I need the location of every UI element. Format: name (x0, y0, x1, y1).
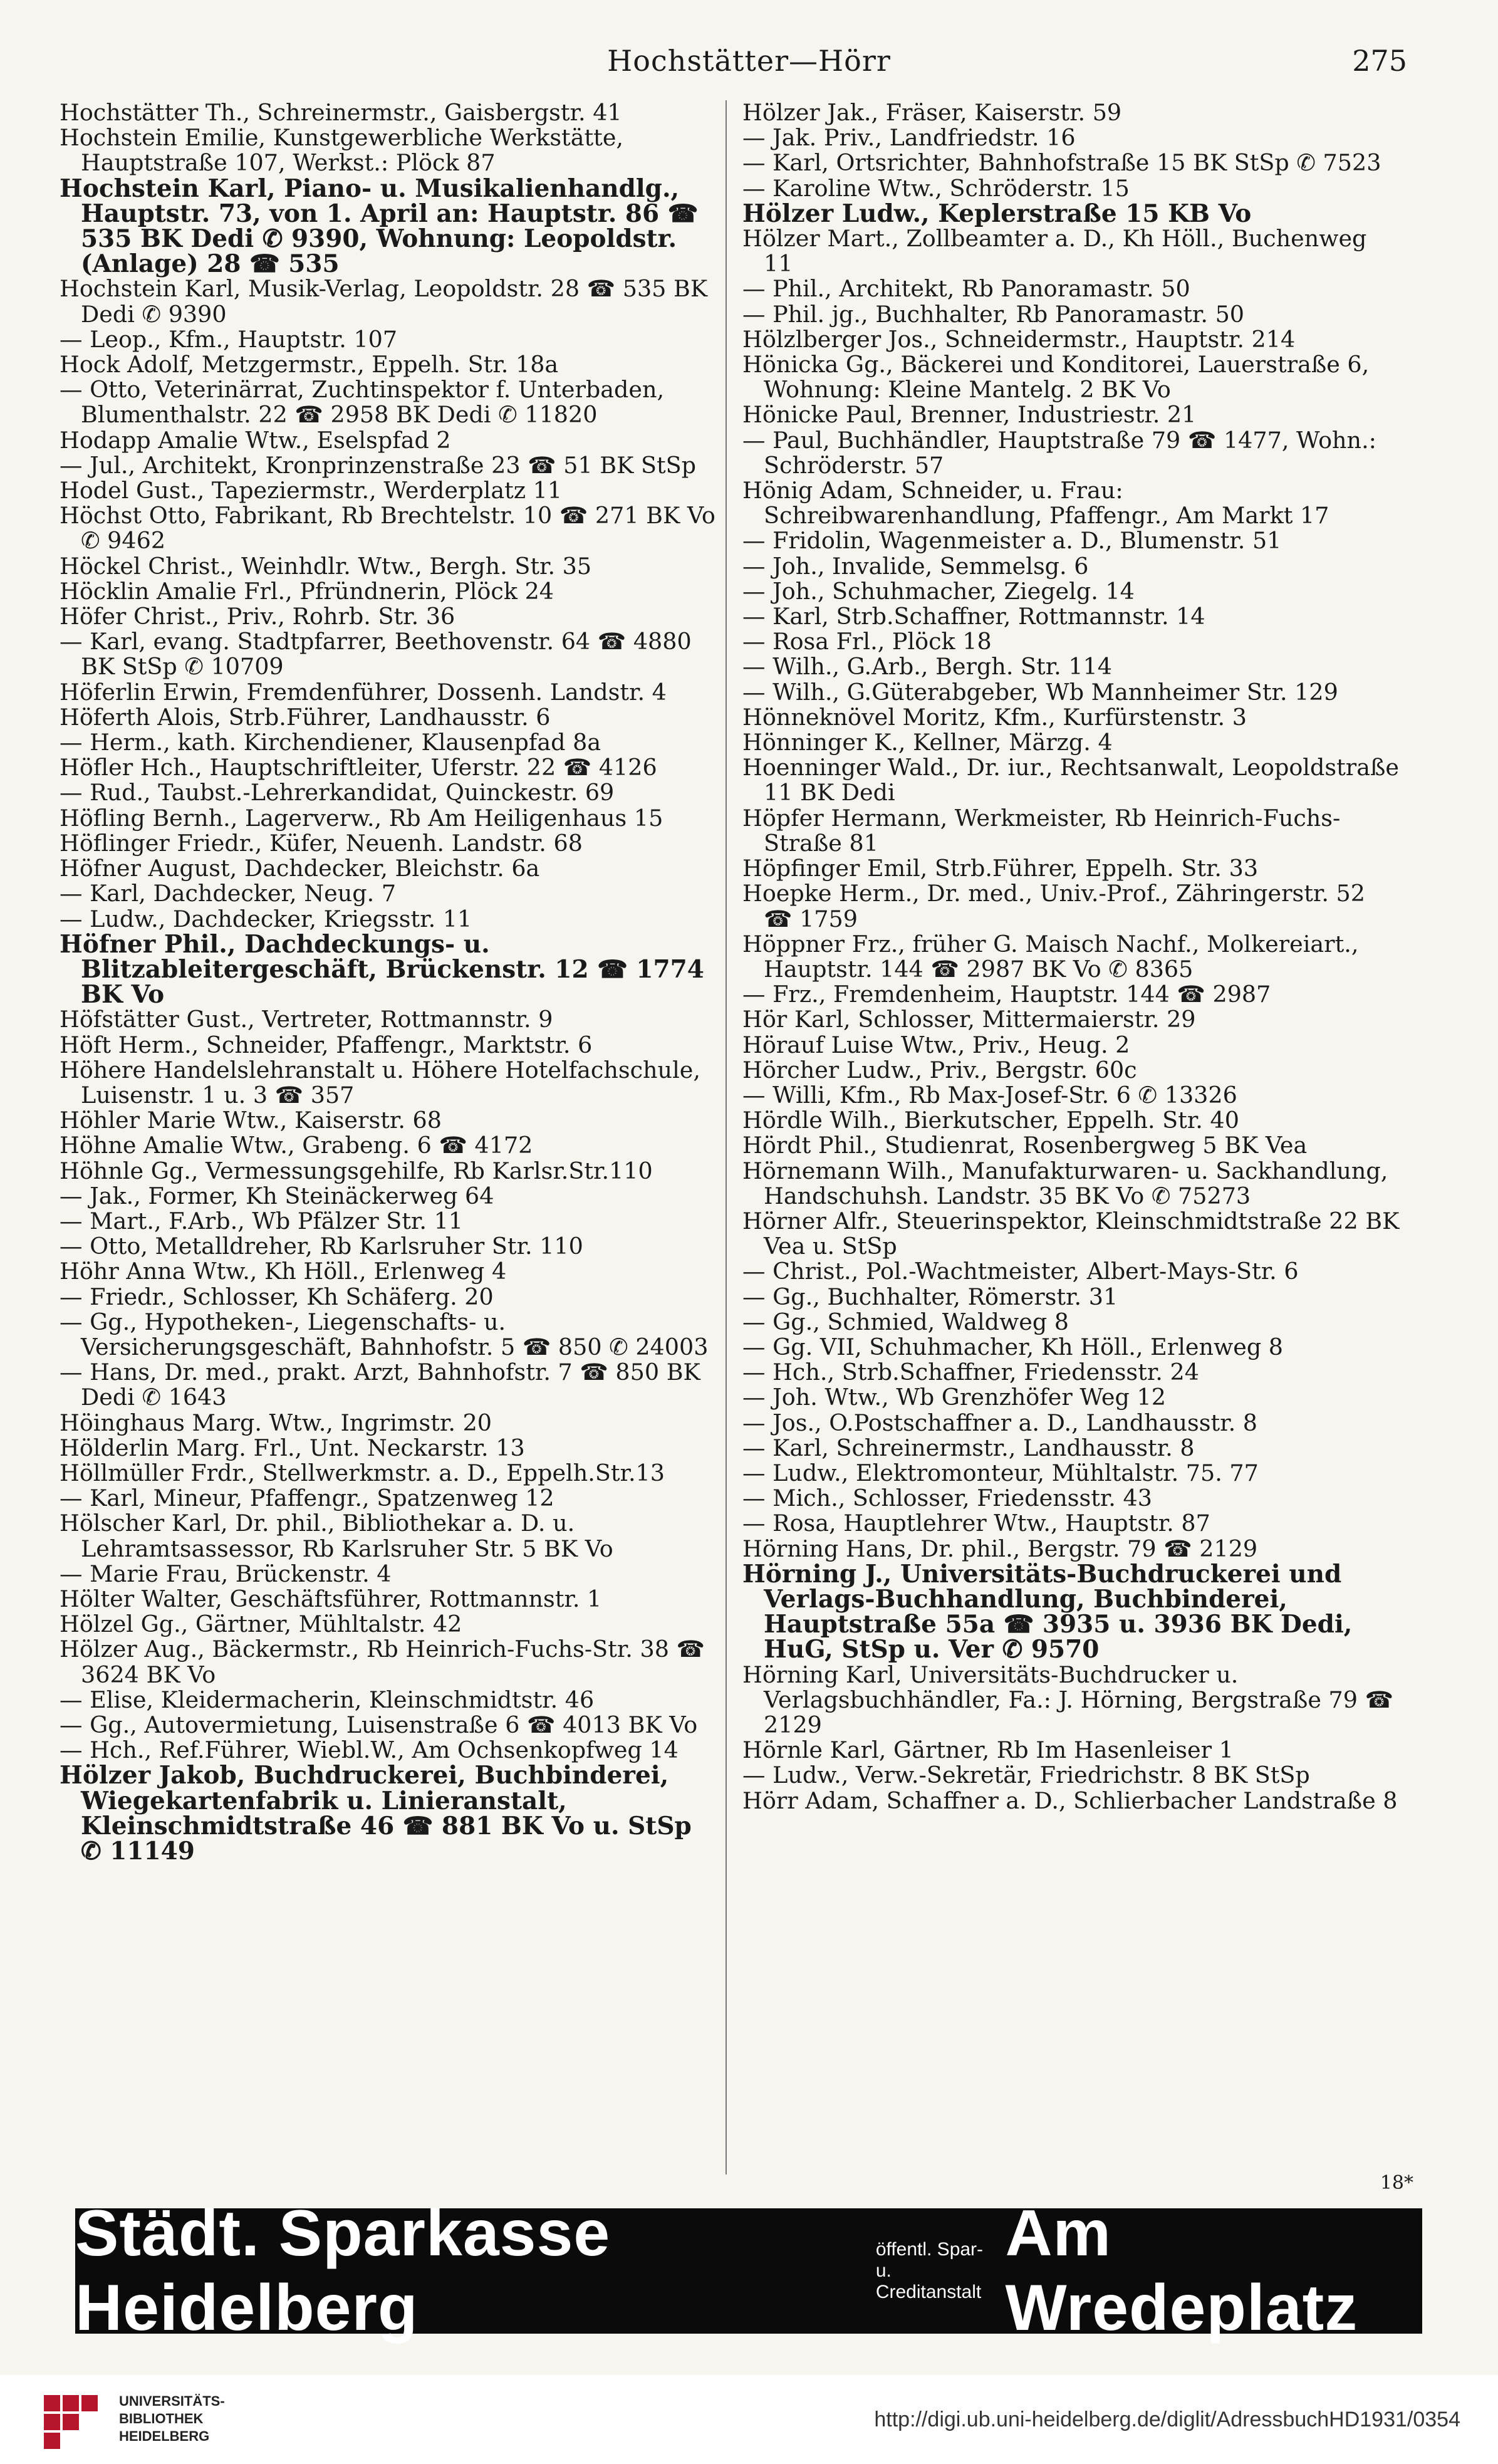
directory-entry: — Otto, Metalldreher, Rb Karlsruher Str. 110 (60, 1233, 583, 1260)
ad-right-text: Am Wredeplatz (1005, 2197, 1358, 2344)
directory-entry: — Paul, Buchhändler, Hauptstraße 79 ☎ 1477, Wohn.: Schröderstr. 57 (742, 426, 1376, 479)
left-column (60, 100, 717, 1864)
ad-middle-line1: öffentl. Spar- u. (875, 2239, 984, 2281)
directory-entry: Hölzel Gg., Gärtner, Mühltalstr. 42 (60, 1610, 462, 1638)
directory-entry: Höferth Alois, Strb.Führer, Landhausstr. 6 (60, 703, 551, 731)
signature-mark: 18* (1380, 2172, 1413, 2194)
directory-entry: — Hch., Strb.Schaffner, Friedensstr. 24 (742, 1359, 1199, 1386)
directory-entry: Höchst Otto, Fabrikant, Rb Brechtelstr. 10 ☎ 271 BK Vo ✆ 9462 (60, 502, 715, 555)
directory-entry: — Ludw., Verw.-Sekretär, Friedrichstr. 8 BK StSp (742, 1762, 1310, 1789)
column-divider (726, 100, 727, 2174)
footer (0, 2375, 1498, 2464)
directory-entry: — Fridolin, Wagenmeister a. D., Blumenstr. 51 (742, 527, 1282, 555)
directory-entry: Höfner August, Dachdecker, Bleichstr. 6a (60, 855, 540, 882)
directory-entry: — Karl, evang. Stadtpfarrer, Beethovenstr. 64 ☎ 4880 BK StSp ✆ 10709 (60, 628, 692, 681)
library-name (119, 2393, 225, 2445)
directory-entry: Höcklin Amalie Frl., Pfründnerin, Plöck 24 (60, 577, 554, 605)
directory-entry: — Gg., Buchhalter, Römerstr. 31 (742, 1283, 1118, 1310)
source-url-link[interactable]: http://digi.ub.uni-heidelberg.de/diglit/AdressbuchHD1931/0354 (874, 2408, 1460, 2431)
ad-left-text: Städt. Sparkasse Heidelberg (75, 2197, 611, 2344)
directory-entry: Hönicke Paul, Brenner, Industriestr. 21 (742, 401, 1197, 429)
directory-entry: Hochstein Emilie, Kunstgewerbliche Werkstätte, Hauptstraße 107, Werkst.: Plöck 87 (60, 124, 624, 177)
directory-entry: Höllmüller Frdr., Stellwerkmstr. a. D., Eppelh.Str.13 (60, 1459, 665, 1486)
directory-entry: Hock Adolf, Metzgermstr., Eppelh. Str. 18a (60, 351, 559, 378)
directory-entry: — Jak., Former, Kh Steinäckerweg 64 (60, 1182, 494, 1209)
directory-entry: Hönig Adam, Schneider, u. Frau: Schreibwarenhandlung, Pfaffengr., Am Markt 17 (742, 477, 1329, 530)
directory-entry: Hörcher Ludw., Priv., Bergstr. 60c (742, 1056, 1137, 1083)
directory-entry: Hörnle Karl, Gärtner, Rb Im Hasenleiser 1 (742, 1736, 1234, 1764)
directory-entry: Hoenninger Wald., Dr. iur., Rechtsanwalt, Leopoldstraße 11 BK Dedi (742, 754, 1399, 807)
directory-entry: — Hans, Dr. med., prakt. Arzt, Bahnhofstr. 7 ☎ 850 BK Dedi ✆ 1643 (60, 1359, 700, 1411)
directory-entry: Hörning Karl, Universitäts-Buchdrucker u. Verlagsbuchhändler, Fa.: J. Hörning, Bergstraße 79 ☎ 2129 (742, 1661, 1394, 1738)
directory-entry: Hochstätter Th., Schreinermstr., Gaisbergstr. 41 (60, 99, 622, 126)
directory-entry: — Gg., Autovermietung, Luisenstraße 6 ☎ 4013 BK Vo (60, 1711, 698, 1738)
directory-entry: Hölzer Mart., Zollbeamter a. D., Kh Höll., Buchenweg 11 (742, 225, 1367, 278)
directory-entry: — Rosa, Hauptlehrer Wtw., Hauptstr. 87 (742, 1510, 1210, 1537)
directory-entry: Höinghaus Marg. Wtw., Ingrimstr. 20 (60, 1409, 492, 1436)
ad-middle-text (876, 2239, 988, 2303)
directory-entry: — Mich., Schlosser, Friedensstr. 43 (742, 1485, 1152, 1512)
directory-entry: Höfler Hch., Hauptschriftleiter, Uferstr. 22 ☎ 4126 (60, 754, 657, 781)
directory-entry: Hörner Alfr., Steuerinspektor, Kleinschmidtstraße 22 BK Vea u. StSp (742, 1207, 1400, 1260)
directory-entry: Höflinger Friedr., Küfer, Neuenh. Landstr. 68 (60, 829, 583, 857)
directory-entry: — Gg. VII, Schuhmacher, Kh Höll., Erlenweg 8 (742, 1333, 1284, 1360)
page-title: Hochstätter—Hörr (607, 44, 891, 78)
directory-entry: — Gg., Hypotheken-, Liegenschafts- u. Versicherungsgeschäft, Bahnhofstr. 5 ☎ 850 ✆ 24003 (60, 1308, 709, 1360)
directory-entry: Hölzer Jak., Fräser, Kaiserstr. 59 (742, 99, 1122, 126)
directory-entry: Hölzer Aug., Bäckermstr., Rb Heinrich-Fuchs-Str. 38 ☎ 3624 BK Vo (60, 1636, 705, 1688)
directory-entry: Hörning J., Universitäts-Buchdruckerei und Verlags-Buchhandlung, Buchbinderei, Hauptstraße 55a ☎ 3935 u. 3936 BK Dedi, HuG, StSp u. Ver ✆ 9570 (742, 1559, 1353, 1664)
directory-entry: — Friedr., Schlosser, Kh Schäferg. 20 (60, 1283, 494, 1310)
directory-entry: Höpfer Hermann, Werkmeister, Rb Heinrich-Fuchs-Straße 81 (742, 804, 1341, 857)
directory-entry: Höferlin Erwin, Fremdenführer, Dossenh. Landstr. 4 (60, 678, 667, 706)
page-number: 275 (1352, 44, 1407, 78)
directory-entry: Hönicka Gg., Bäckerei und Konditorei, Lauerstraße 6, Wohnung: Kleine Mantelg. 2 BK Vo (742, 351, 1370, 404)
directory-entry: Hölzlberger Jos., Schneidermstr., Hauptstr. 214 (742, 325, 1296, 353)
right-column (742, 100, 1400, 1814)
directory-entry: — Karl, Ortsrichter, Bahnhofstraße 15 BK StSp ✆ 7523 (742, 149, 1381, 177)
directory-entry: — Joh., Schuhmacher, Ziegelg. 14 (742, 577, 1135, 605)
directory-entry: — Jak. Priv., Landfriedstr. 16 (742, 124, 1076, 152)
directory-entry: Hör Karl, Schlosser, Mittermaierstr. 29 (742, 1006, 1196, 1033)
directory-entry: — Jul., Architekt, Kronprinzenstraße 23 ☎ 51 BK StSp (60, 451, 697, 479)
directory-entry: — Willi, Kfm., Rb Max-Josef-Str. 6 ✆ 13326 (742, 1081, 1237, 1109)
directory-entry: Hölter Walter, Geschäftsführer, Rottmannstr. 1 (60, 1585, 602, 1612)
running-head (63, 39, 1435, 89)
directory-entry: — Rud., Taubst.-Lehrerkandidat, Quinckestr. 69 (60, 779, 615, 807)
directory-entry: Höppner Frz., früher G. Maisch Nachf., Molkereiart., Hauptstr. 144 ☎ 2987 BK Vo ✆ 8365 (742, 930, 1359, 983)
directory-entry: Höfner Phil., Dachdeckungs- u. Blitzableitergeschäft, Brückenstr. 12 ☎ 1774 BK Vo (60, 929, 704, 1010)
directory-entry: Höckel Christ., Weinhdlr. Wtw., Bergh. Str. 35 (60, 552, 592, 580)
directory-entry: — Phil. jg., Buchhalter, Rb Panoramastr. 50 (742, 300, 1245, 328)
directory-entry: Hördle Wilh., Bierkutscher, Eppelh. Str. 40 (742, 1107, 1239, 1134)
directory-entry: Hönninger K., Kellner, Märzg. 4 (742, 729, 1113, 756)
directory-entry: — Wilh., G.Güterabgeber, Wb Mannheimer Str. 129 (742, 678, 1338, 706)
directory-entry: Hörauf Luise Wtw., Priv., Heug. 2 (742, 1031, 1130, 1058)
directory-entry: Hönneknövel Moritz, Kfm., Kurfürstenstr. 3 (742, 703, 1247, 731)
directory-entry: — Karoline Wtw., Schröderstr. 15 (742, 174, 1130, 202)
directory-entry: — Joh. Wtw., Wb Grenzhöfer Weg 12 (742, 1384, 1166, 1411)
directory-entry: — Gg., Schmied, Waldweg 8 (742, 1308, 1069, 1335)
directory-entry: Höfstätter Gust., Vertreter, Rottmannstr. 9 (60, 1006, 553, 1033)
directory-entry: Höfer Christ., Priv., Rohrb. Str. 36 (60, 603, 455, 630)
directory-entry: Hochstein Karl, Musik-Verlag, Leopoldstr. 28 ☎ 535 BK Dedi ✆ 9390 (60, 275, 708, 328)
directory-entry: — Leop., Kfm., Hauptstr. 107 (60, 325, 398, 353)
directory-entry: — Marie Frau, Brückenstr. 4 (60, 1560, 392, 1587)
directory-entry: Höft Herm., Schneider, Pfaffengr., Marktstr. 6 (60, 1031, 593, 1058)
directory-entry: — Christ., Pol.-Wachtmeister, Albert-Mays-Str. 6 (742, 1258, 1299, 1285)
directory-entry: Hörr Adam, Schaffner a. D., Schlierbacher Landstraße 8 (742, 1787, 1398, 1814)
directory-entry: Hölzer Jakob, Buchdruckerei, Buchbinderei, Wiegekartenfabrik u. Linieranstalt, Kleinschmidtstraße 46 ☎ 881 BK Vo u. StSp ✆ 11149 (60, 1761, 692, 1866)
directory-entry: — Karl, Schreinermstr., Landhausstr. 8 (742, 1434, 1195, 1461)
directory-entry: Höpfinger Emil, Strb.Führer, Eppelh. Str. 33 (742, 855, 1259, 882)
directory-entry: — Ludw., Elektromonteur, Mühltalstr. 75. 77 (742, 1459, 1259, 1486)
directory-entry: Hodapp Amalie Wtw., Eselspfad 2 (60, 426, 451, 454)
directory-entry: — Wilh., G.Arb., Bergh. Str. 114 (742, 653, 1113, 681)
directory-entry: Höhr Anna Wtw., Kh Höll., Erlenweg 4 (60, 1258, 507, 1285)
directory-entry: Hoepke Herm., Dr. med., Univ.-Prof., Zähringerstr. 52 ☎ 1759 (742, 880, 1366, 932)
directory-entry: Höhnle Gg., Vermessungsgehilfe, Rb Karlsr.Str.110 (60, 1157, 653, 1184)
directory-entry: — Elise, Kleidermacherin, Kleinschmidtstr. 46 (60, 1686, 595, 1713)
library-logo-icon (38, 2389, 107, 2451)
directory-entry: — Rosa Frl., Plöck 18 (742, 628, 992, 655)
directory-entry: — Ludw., Dachdecker, Kriegsstr. 11 (60, 905, 472, 932)
advertisement-banner (75, 2197, 1422, 2344)
directory-entry: — Karl, Dachdecker, Neug. 7 (60, 880, 397, 907)
directory-entry: Hölzer Ludw., Keplerstraße 15 KB Vo (742, 199, 1252, 228)
directory-entry: Hölderlin Marg. Frl., Unt. Neckarstr. 13 (60, 1434, 525, 1461)
directory-entry: — Herm., kath. Kirchendiener, Klausenpfad 8a (60, 729, 601, 756)
library-name-line3: HEIDELBERG (119, 2428, 210, 2444)
directory-entry: — Mart., F.Arb., Wb Pfälzer Str. 11 (60, 1207, 464, 1235)
directory-entry: — Jos., O.Postschaffner a. D., Landhausstr. 8 (742, 1409, 1257, 1436)
directory-entry: Hölscher Karl, Dr. phil., Bibliothekar a. D. u. Lehramtsassessor, Rb Karlsruher Str. 5 BK Vo (60, 1510, 613, 1562)
directory-entry: — Karl, Mineur, Pfaffengr., Spatzenweg 12 (60, 1485, 554, 1512)
directory-entry: — Karl, Strb.Schaffner, Rottmannstr. 14 (742, 603, 1205, 630)
ad-middle-line2: Creditanstalt (875, 2282, 982, 2302)
directory-entry: — Frz., Fremdenheim, Hauptstr. 144 ☎ 2987 (742, 981, 1271, 1008)
directory-entry: Höhne Amalie Wtw., Grabeng. 6 ☎ 4172 (60, 1132, 533, 1159)
directory-entry: Hördt Phil., Studienrat, Rosenbergweg 5 BK Vea (742, 1132, 1308, 1159)
directory-entry: Höhler Marie Wtw., Kaiserstr. 68 (60, 1107, 442, 1134)
directory-entry: — Hch., Ref.Führer, Wiebl.W., Am Ochsenkopfweg 14 (60, 1736, 679, 1764)
directory-entry: Hodel Gust., Tapeziermstr., Werderplatz 11 (60, 477, 563, 504)
library-name-line1: UNIVERSITÄTS- (119, 2393, 225, 2409)
directory-entry: Hörning Hans, Dr. phil., Bergstr. 79 ☎ 2129 (742, 1535, 1258, 1562)
directory-entry: — Phil., Architekt, Rb Panoramastr. 50 (742, 275, 1190, 303)
directory-entry: Höfling Bernh., Lagerverw., Rb Am Heiligenhaus 15 (60, 804, 663, 832)
library-name-line2: BIBLIOTHEK (119, 2411, 204, 2426)
directory-entry: — Otto, Veterinärrat, Zuchtinspektor f. Unterbaden, Blumenthalstr. 22 ☎ 2958 BK Dedi ✆ 11820 (60, 376, 665, 429)
directory-entry: Hochstein Karl, Piano- u. Musikalienhandlg., Hauptstr. 73, von 1. April an: Hauptstr. 86 ☎ 535 BK Dedi ✆ 9390, Wohnung: Leopoldstr. (Anlage) 28 ☎ 535 (60, 174, 699, 279)
directory-entry: — Joh., Invalide, Semmelsg. 6 (742, 552, 1089, 580)
directory-entry: Hörnemann Wilh., Manufakturwaren- u. Sackhandlung, Handschuhsh. Landstr. 35 BK Vo ✆ 75273 (742, 1157, 1388, 1209)
directory-entry: Höhere Handelslehranstalt u. Höhere Hotelfachschule, Luisenstr. 1 u. 3 ☎ 357 (60, 1056, 700, 1109)
